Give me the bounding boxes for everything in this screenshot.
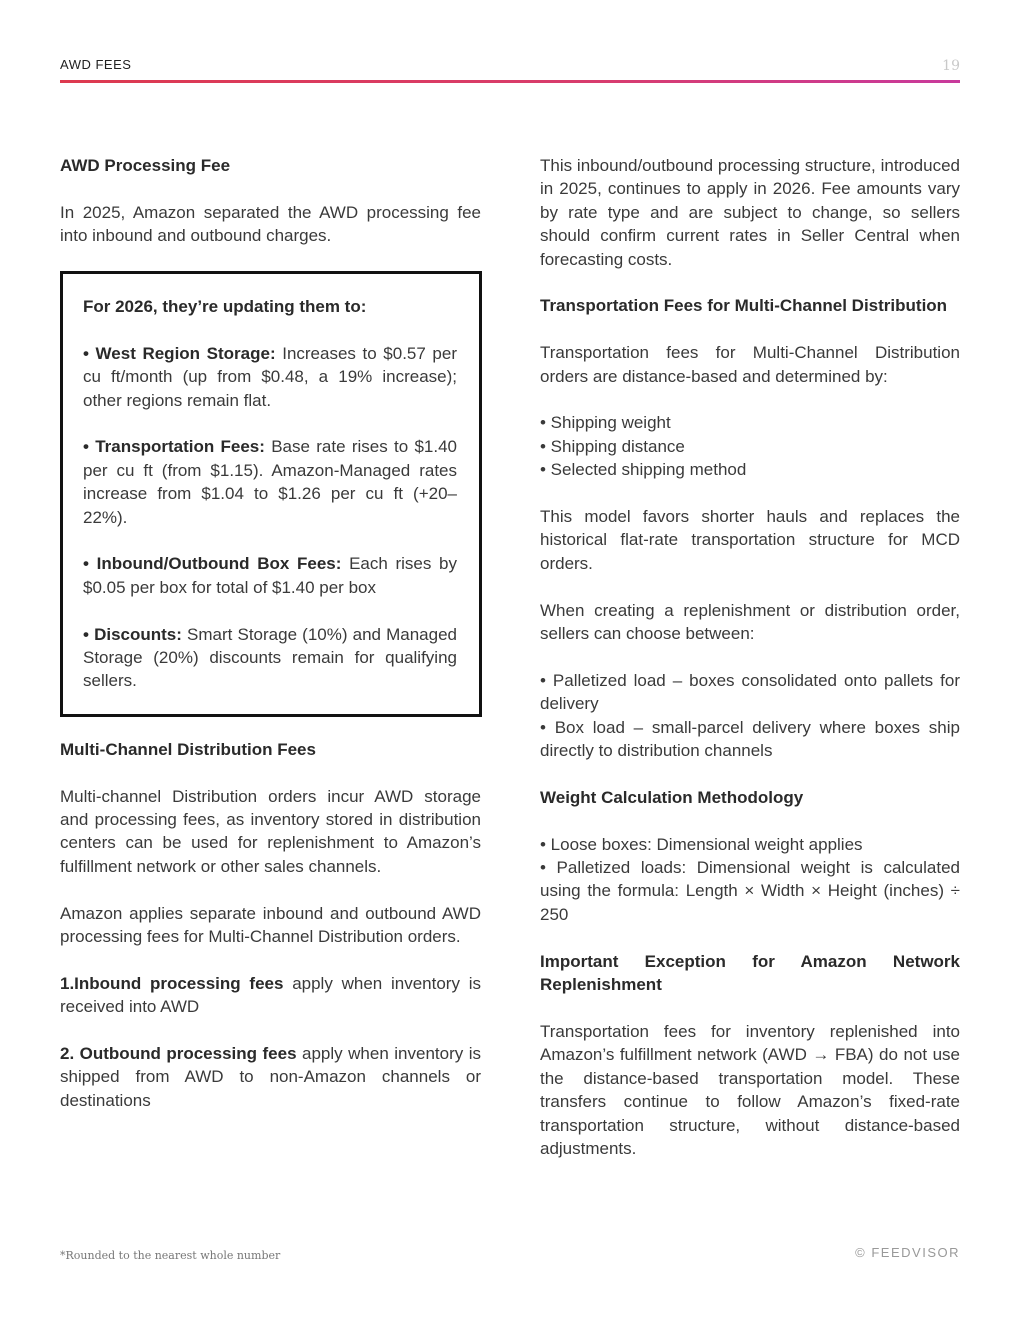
callout-item-label: • Discounts: bbox=[83, 624, 182, 644]
mcd-paragraph-2: Amazon applies separate inbound and outbound AWD processing fees for Multi-Channel Distribution orders. bbox=[60, 903, 481, 947]
callout-title: For 2026, they’re updating them to: bbox=[83, 297, 367, 316]
list-item: • Palletized loads: Dimensional weight is calculated using the formula: Length × Width × Height (inches) ÷ 250 bbox=[540, 858, 960, 924]
section-heading-mcd-fees: Multi-Channel Distribution Fees bbox=[60, 739, 316, 759]
callout-item-text: Each rises by $0.05 per box for total of $1.40 per box bbox=[83, 554, 458, 597]
callout-item-label: • Inbound/Outbound Box Fees: bbox=[83, 554, 342, 574]
right-column bbox=[540, 154, 960, 1184]
callout-item-west-region bbox=[83, 342, 457, 412]
page-number: 19 bbox=[942, 58, 960, 74]
section-heading-weight: Weight Calculation Methodology bbox=[540, 787, 804, 807]
transportation-factors-list bbox=[540, 411, 960, 481]
outbound-fees-label: 2. Outbound processing fees bbox=[60, 1044, 297, 1064]
load-options-list bbox=[540, 669, 960, 763]
callout-item-label: • West Region Storage: bbox=[83, 343, 276, 363]
footnote: *Rounded to the nearest whole number bbox=[60, 1249, 281, 1262]
callout-item-transportation bbox=[83, 435, 457, 529]
list-item: • Box load – small-parcel delivery where boxes ship directly to distribution channels bbox=[540, 717, 960, 761]
list-item: • Palletized load – boxes consolidated onto pallets for delivery bbox=[540, 670, 960, 714]
header-title: AWD FEES bbox=[60, 57, 132, 72]
inbound-fees-label: 1.Inbound processing fees bbox=[60, 973, 284, 993]
intro-paragraph: In 2025, Amazon separated the AWD processing fee into inbound and outbound charges. bbox=[60, 202, 481, 246]
callout-item-box-fees bbox=[83, 552, 457, 599]
weight-methods-list bbox=[540, 833, 960, 927]
outbound-fees-text: apply when inventory is shipped from AWD to non-Amazon channels or destinations bbox=[60, 1044, 481, 1110]
list-item: • Shipping weight bbox=[540, 413, 671, 433]
choose-paragraph: When creating a replenishment or distribution order, sellers can choose between: bbox=[540, 600, 960, 644]
callout-item-text: Smart Storage (10%) and Managed Storage (20%) discounts remain for qualifying sellers. bbox=[83, 624, 457, 691]
callout-item-text: Base rate rises to $1.40 per cu ft (from $1.15). Amazon-Managed rates increase from $1.04 to $1.26 per cu ft (+20–22%). bbox=[83, 437, 457, 527]
left-column bbox=[60, 154, 481, 1136]
callout-item-text: Increases to $0.57 per cu ft/month (up from $0.48, a 19% increase); other regions remain flat. bbox=[83, 343, 458, 410]
model-paragraph: This model favors shorter hauls and replaces the historical flat-rate transportation structure for MCD orders. bbox=[540, 507, 960, 573]
section-heading-exception: Important Exception for Amazon Network Replenishment bbox=[540, 951, 960, 995]
section-heading-awd-processing: AWD Processing Fee bbox=[60, 156, 231, 175]
exception-paragraph: Transportation fees for inventory replenished into Amazon’s fulfillment network (AWD → FBA) do not use the distance-based transportation model. These transfers continue to follow Amazon’s fixed-rate transportation structure, without distance-based adjustments. bbox=[540, 1021, 960, 1158]
section-heading-transportation: Transportation Fees for Multi-Channel Distribution bbox=[540, 296, 948, 316]
list-item: • Shipping distance bbox=[540, 436, 685, 456]
structure-paragraph: This inbound/outbound processing structure, introduced in 2025, continues to apply in 2026. Fee amounts vary by rate type and are subject to change, so sellers should confirm current rates in Seller Central when forecasting costs. bbox=[540, 156, 960, 269]
callout-item-label: • Transportation Fees: bbox=[83, 437, 265, 457]
transportation-intro: Transportation fees for Multi-Channel Distribution orders are distance-based and determined by: bbox=[540, 343, 960, 386]
inbound-fees-text: apply when inventory is received into AWD bbox=[60, 973, 481, 1017]
list-item: • Loose boxes: Dimensional weight applies bbox=[540, 834, 863, 854]
list-item: • Selected shipping method bbox=[540, 460, 747, 480]
mcd-paragraph-1: Multi-channel Distribution orders incur AWD storage and processing fees, as inventory stored in distribution centers can be used for replenishment to Amazon’s fulfillment network or other sales channels. bbox=[60, 786, 481, 876]
callout-item-discounts bbox=[83, 623, 457, 693]
outbound-fees-paragraph bbox=[60, 1042, 481, 1112]
header-rule bbox=[60, 80, 960, 83]
updates-callout-box bbox=[60, 271, 482, 717]
inbound-fees-paragraph bbox=[60, 972, 481, 1019]
copyright: © FEEDVISOR bbox=[855, 1245, 960, 1260]
